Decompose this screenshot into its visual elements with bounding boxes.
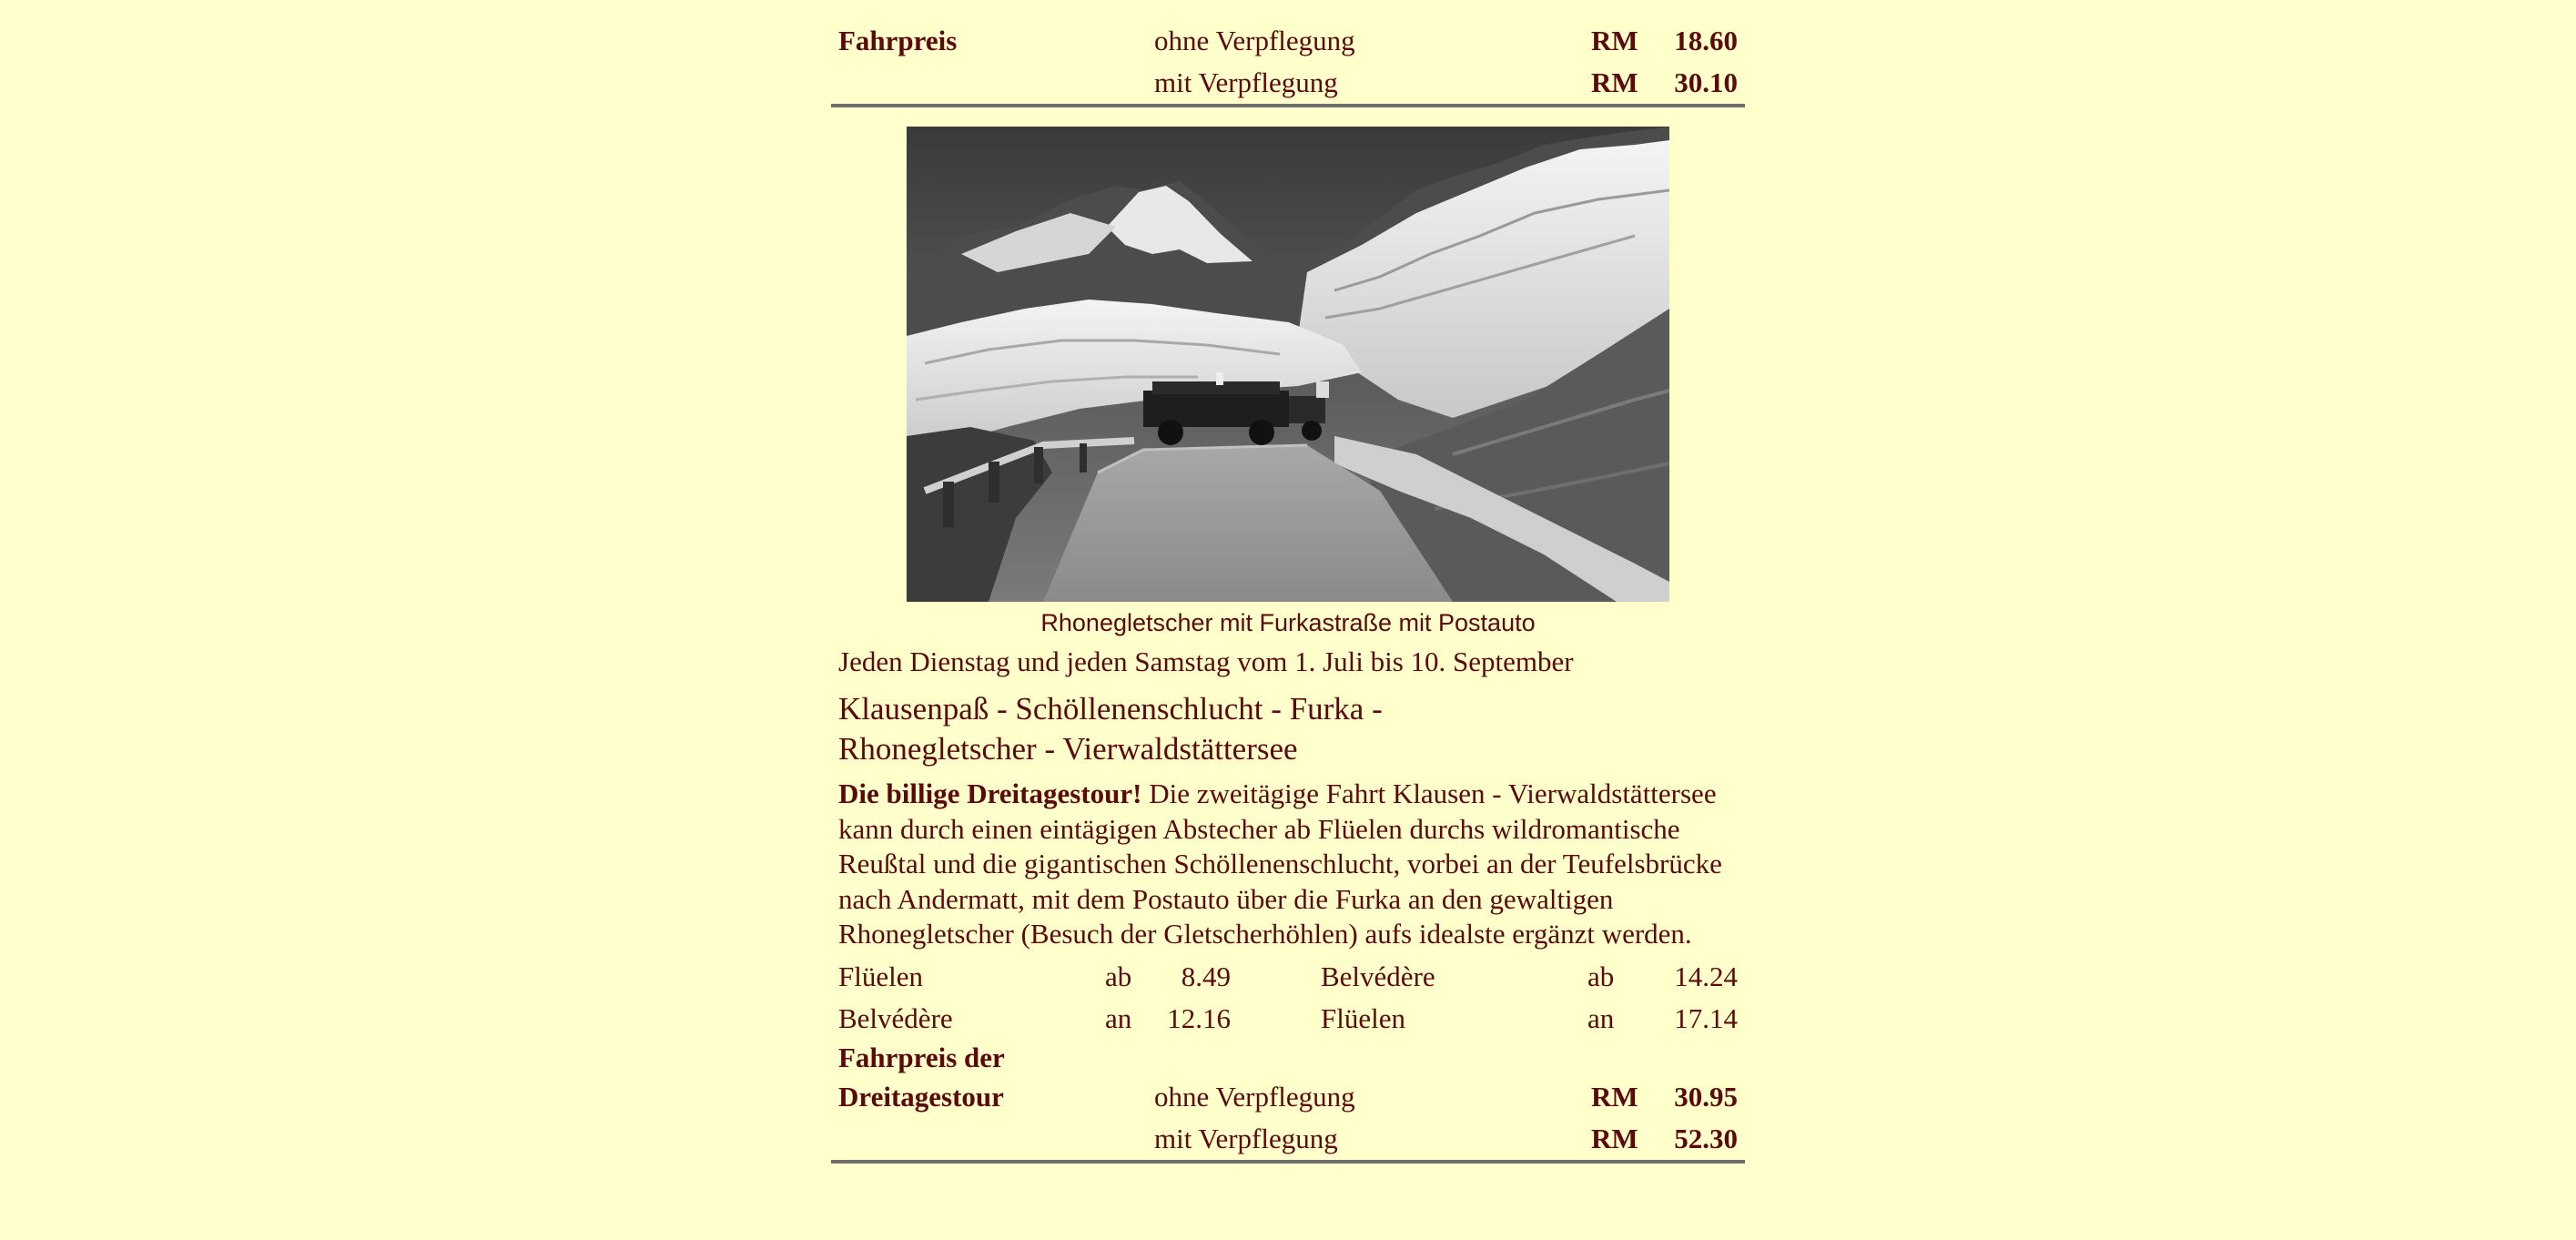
timetable-gap — [1231, 956, 1321, 998]
fare-top-label: Fahrpreis — [838, 25, 958, 56]
fare-empty — [1664, 1040, 1738, 1076]
timetable-station: Belvédère — [838, 1001, 953, 1034]
glacier-photo — [907, 127, 1669, 602]
timetable-mode: an — [1105, 1001, 1132, 1034]
section-divider — [831, 104, 1745, 107]
timetable-time: 17.14 — [1674, 1001, 1738, 1034]
tour-description-highlight: Die billige Dreitagestour! — [838, 778, 1142, 809]
glacier-photo-illustration — [907, 127, 1669, 602]
fare-option: mit Verpflegung — [1154, 66, 1338, 98]
fare-top-row — [838, 62, 1738, 104]
schedule-date-line: Jeden Dienstag und jeden Samstag vom 1. Juli bis 10. September — [838, 645, 1574, 677]
fare-empty — [1591, 1040, 1664, 1076]
fare-top-block — [831, 0, 1745, 104]
fare-tour-label-row — [838, 1040, 1738, 1076]
fare-top-table — [838, 20, 1738, 104]
fare-currency: RM — [1591, 1122, 1638, 1154]
fare-currency: RM — [1591, 25, 1638, 56]
fare-currency: RM — [1591, 66, 1638, 98]
timetable-station: Flüelen — [1321, 1001, 1405, 1034]
fare-tour-table — [838, 1040, 1738, 1160]
tour-description — [838, 777, 1739, 952]
timetable-station: Belvédère — [1321, 960, 1435, 992]
fare-tour-label: Fahrpreis der — [838, 1041, 1005, 1073]
fare-price: 30.10 — [1674, 66, 1738, 98]
timetable — [838, 956, 1738, 1040]
fare-option: mit Verpflegung — [1154, 1122, 1338, 1154]
timetable-mode: ab — [1105, 960, 1132, 992]
timetable-row — [838, 998, 1738, 1040]
fare-empty — [838, 1118, 1154, 1160]
timetable-mode: ab — [1587, 960, 1615, 992]
fare-option: ohne Verpflegung — [1154, 1080, 1355, 1113]
fare-price: 18.60 — [1674, 25, 1738, 56]
route-title-line: Klausenpaß - Schöllenenschlucht - Furka - — [838, 691, 1383, 727]
route-title-line: Rhonegletscher - Vierwaldstättersee — [838, 731, 1298, 767]
fare-tour-row — [838, 1118, 1738, 1160]
content-column — [831, 0, 1745, 1164]
route-title — [838, 689, 1745, 769]
fare-empty — [1154, 1040, 1591, 1076]
fare-top-row — [838, 20, 1738, 62]
fare-tour-label: Dreitagestour — [838, 1080, 1004, 1113]
fare-currency: RM — [1591, 1080, 1638, 1113]
timetable-time: 14.24 — [1674, 960, 1738, 992]
tour-description-text: Die zweitägige Fahrt Klausen - Vierwaldstättersee kann durch einen eintägigen Abstecher ab Flüelen durchs wildromantische Reußtal und die gigantischen Schöllenenschlucht, vorbei an der Teufelsbrücke nach Andermatt, mit dem Postauto über die Furka an den gewaltigen Rhonegletscher (Besuch der Gletscherhöhlen) aufs idealste ergänzt werden. — [838, 778, 1722, 950]
timetable-station: Flüelen — [838, 960, 923, 992]
fare-price: 52.30 — [1674, 1122, 1738, 1154]
timetable-mode: an — [1587, 1001, 1615, 1034]
fare-top-label-empty — [838, 62, 1154, 104]
fare-tour-row — [838, 1076, 1738, 1118]
timetable-row — [838, 956, 1738, 998]
timetable-gap — [1231, 998, 1321, 1040]
fare-option: ohne Verpflegung — [1154, 25, 1355, 56]
timetable-time: 8.49 — [1181, 960, 1231, 992]
fare-price: 30.95 — [1674, 1080, 1738, 1113]
photo-caption: Rhonegletscher mit Furkastraße mit Postauto — [1040, 609, 1536, 636]
section-divider — [831, 1160, 1745, 1164]
timetable-time: 12.16 — [1167, 1001, 1231, 1034]
